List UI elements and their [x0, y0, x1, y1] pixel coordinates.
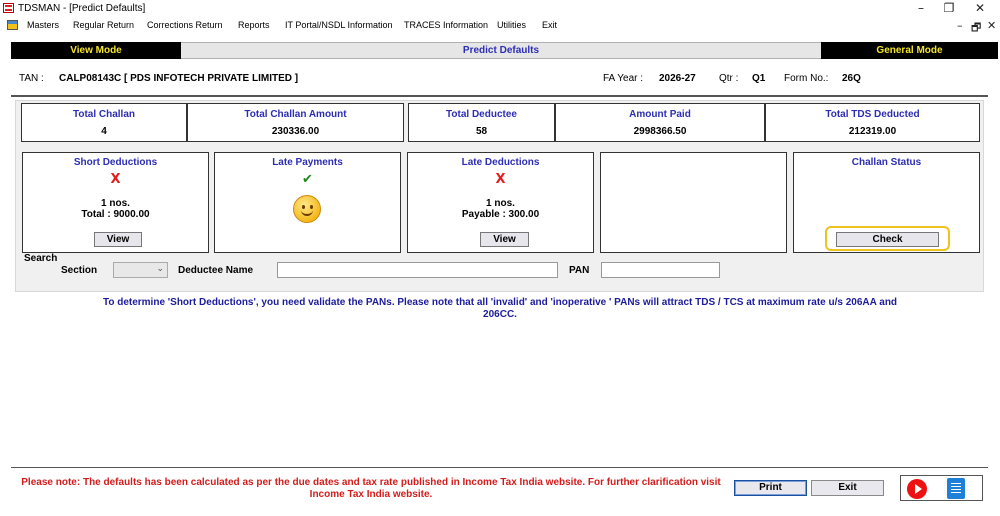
late-deductions-card [407, 152, 594, 253]
total-tds-deducted-label: Total TDS Deducted [825, 109, 920, 120]
short-deductions-label: Short Deductions [73, 157, 158, 168]
section-label: Section [61, 265, 98, 276]
title-bar [0, 0, 1000, 17]
short-deductions-total: Total : 9000.00 [81, 209, 150, 220]
amount-paid-value: 2998366.50 [633, 126, 687, 137]
tan-value: CALP08143C [ PDS INFOTECH PRIVATE LIMITED ] [59, 73, 299, 84]
total-deductee-box [408, 103, 555, 142]
late-payments-label: Late Payments [272, 157, 343, 168]
app-logo-icon [3, 3, 14, 13]
menu-regular-return[interactable]: Regular Return [73, 20, 135, 30]
deductee-name-label: Deductee Name [178, 265, 254, 276]
check-icon: ✔ [302, 172, 313, 187]
exit-button[interactable]: Exit [811, 480, 884, 496]
total-challan-label: Total Challan [72, 109, 136, 120]
footer-divider [11, 467, 988, 468]
help-tools-panel [900, 475, 983, 501]
menu-reports[interactable]: Reports [238, 20, 270, 30]
menu-it-portal-nsdl[interactable]: IT Portal/NSDL Information [285, 20, 393, 30]
form-no-label: Form No.: [784, 73, 829, 84]
help-document-icon[interactable] [947, 478, 965, 499]
fa-year-label: FA Year : [603, 73, 644, 84]
menu-utilities[interactable]: Utilities [497, 20, 527, 30]
pan-input[interactable] [601, 262, 720, 278]
late-deductions-payable: Payable : 300.00 [461, 209, 540, 220]
total-challan-amount-value: 230336.00 [271, 126, 320, 137]
amount-paid-label: Amount Paid [629, 109, 691, 120]
check-button-highlight [825, 226, 950, 251]
empty-card [600, 152, 787, 253]
short-deductions-card [22, 152, 209, 253]
print-button[interactable]: Print [734, 480, 807, 496]
general-mode-label: General Mode [821, 42, 998, 59]
menu-traces-information[interactable]: TRACES Information [404, 20, 489, 30]
total-tds-deducted-box [765, 103, 980, 142]
mdi-minimize-button[interactable]: – [957, 19, 963, 32]
mdi-close-button[interactable]: ✕ [987, 19, 997, 32]
menu-bar [0, 17, 1000, 34]
late-deductions-label: Late Deductions [461, 157, 540, 168]
minimize-window-button[interactable]: – [918, 1, 924, 15]
total-challan-value: 4 [101, 126, 107, 137]
smiley-face-icon [293, 195, 321, 223]
challan-status-label: Challan Status [851, 157, 922, 168]
restore-window-button[interactable]: ❐ [943, 1, 955, 15]
pan-label: PAN [569, 265, 590, 276]
qtr-value: Q1 [752, 73, 766, 84]
total-challan-box [21, 103, 187, 142]
header-divider [11, 95, 988, 97]
tan-label: TAN : [19, 73, 44, 84]
late-deductions-count: 1 nos. [486, 198, 515, 209]
window-title: TDSMAN - [Predict Defaults] [18, 3, 146, 14]
pan-validation-message: To determine 'Short Deductions', you need validate the PANs. Please note that all 'invalid' and 'inoperative ' PANs will attract TDS / TCS at maximum rate u/s 206AA and 206CC. [102, 297, 898, 320]
short-deductions-count: 1 nos. [101, 198, 130, 209]
total-challan-amount-label: Total Challan Amount [244, 109, 347, 120]
smiley-mouth [301, 209, 313, 216]
mdi-restore-button[interactable]: 🗗 [971, 21, 982, 34]
view-late-deductions-button[interactable]: View [480, 232, 529, 247]
form-no-value: 26Q [842, 73, 861, 84]
view-mode-label: View Mode [11, 42, 181, 59]
late-payments-card [214, 152, 401, 253]
view-short-deductions-button[interactable]: View [94, 232, 142, 247]
cross-icon: X [495, 172, 506, 187]
document-window-icon[interactable] [7, 20, 18, 30]
menu-corrections-return[interactable]: Corrections Return [147, 20, 223, 30]
total-deductee-label: Total Deductee [446, 109, 517, 120]
deductee-name-input[interactable] [277, 262, 558, 278]
page-title: Predict Defaults [181, 42, 821, 59]
close-window-button[interactable]: ✕ [974, 1, 986, 15]
total-challan-amount-box [187, 103, 404, 142]
play-video-icon[interactable] [907, 479, 927, 499]
menu-masters[interactable]: Masters [27, 20, 60, 30]
mode-bar [11, 42, 998, 59]
check-challan-status-button[interactable]: Check [836, 232, 939, 247]
qtr-label: Qtr : [719, 73, 739, 84]
footer-note: Please note: The defaults has been calculated as per the due dates and tax rate published in Income Tax India website. For further clarification visit Income Tax India website. [21, 477, 721, 500]
search-heading: Search [24, 253, 58, 264]
amount-paid-box [555, 103, 765, 142]
total-deductee-value: 58 [475, 126, 488, 137]
fa-year-value: 2026-27 [659, 73, 696, 84]
cross-icon: X [110, 172, 121, 187]
menu-exit[interactable]: Exit [542, 20, 558, 30]
section-select[interactable] [113, 262, 168, 278]
chevron-down-icon[interactable]: ⌄ [156, 264, 164, 274]
total-tds-deducted-value: 212319.00 [848, 126, 897, 137]
